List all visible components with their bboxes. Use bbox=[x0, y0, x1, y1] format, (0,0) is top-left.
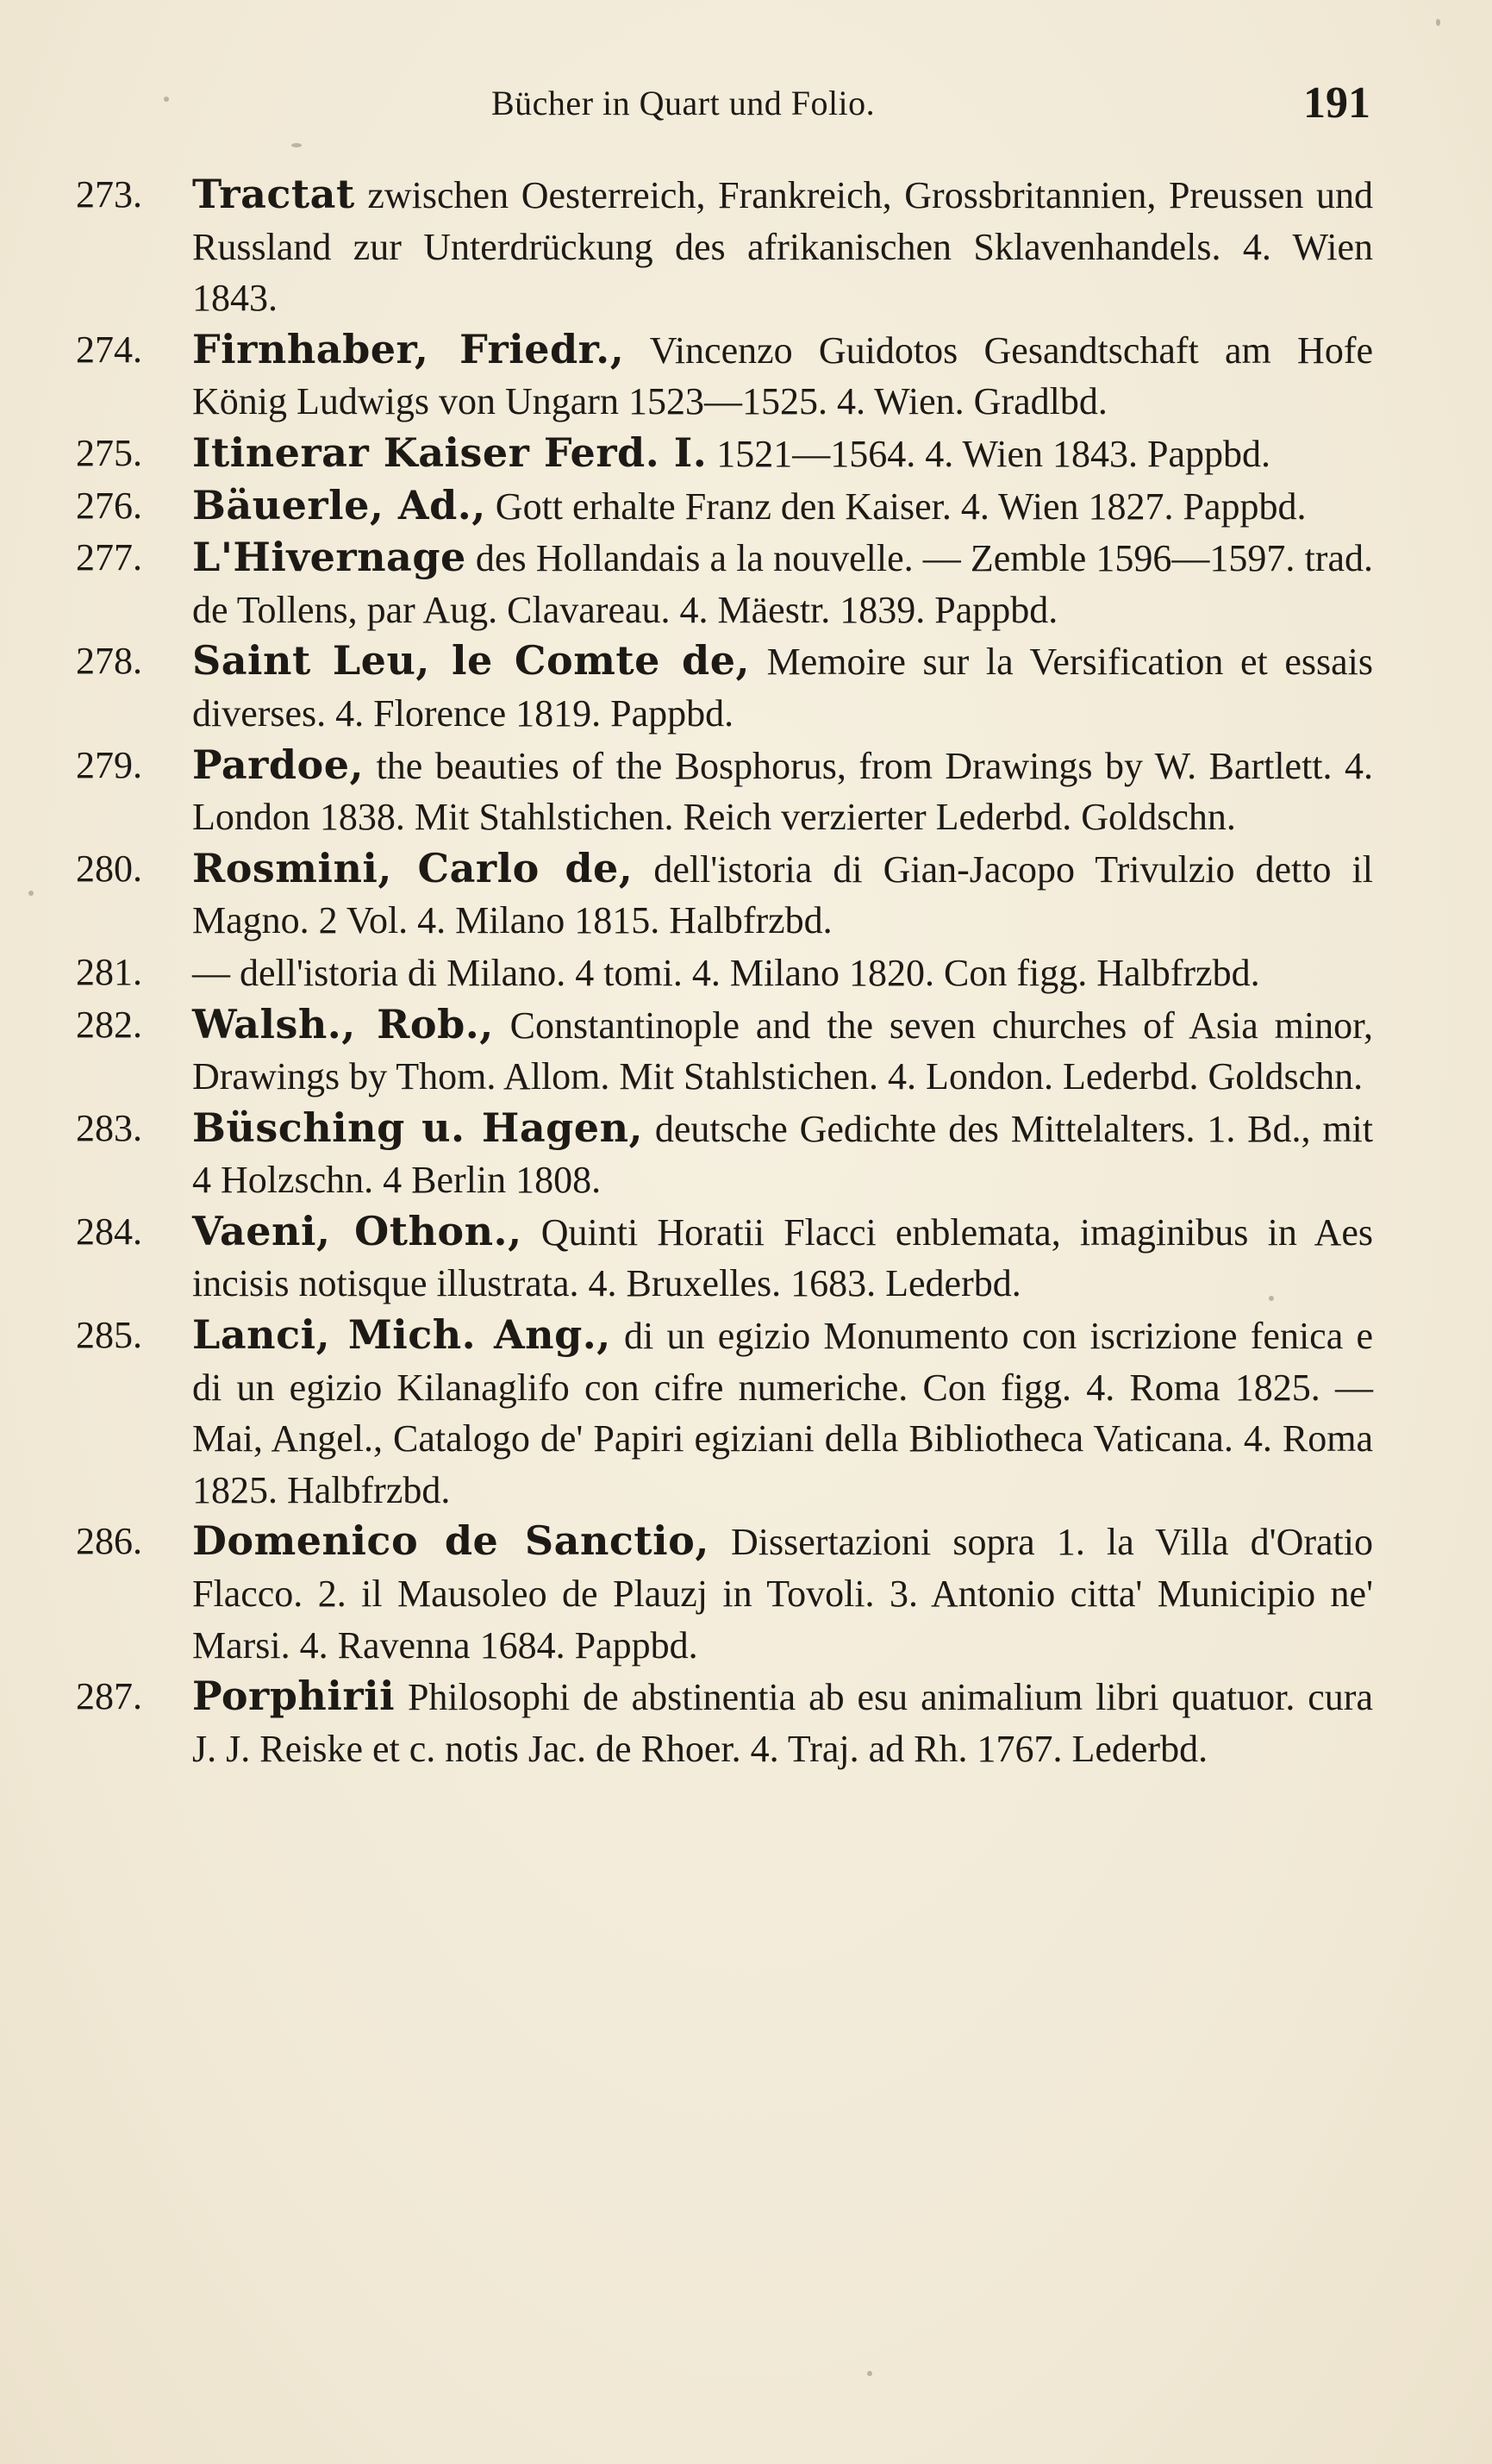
entry-number: 282. bbox=[76, 1003, 142, 1046]
entry-description: Vincenzo Guidotos Gesandtschaft am Hofe König Ludwigs von Ungarn 1523—1525. 4. Wien. Gradlbd. bbox=[192, 328, 1373, 423]
entry-number: 275. bbox=[76, 431, 142, 474]
page-number: 191 bbox=[1303, 78, 1370, 128]
paper-speck bbox=[291, 143, 302, 147]
entry-description: Philosophi de abstinentia ab esu animalium libri quatuor. cura J. J. Reiske et c. notis Jac. de Rhoer. 4. Traj. ad Rh. 1767. Lederbd. bbox=[192, 1676, 1373, 1770]
entry-title: Bäuerle, Ad., bbox=[192, 481, 486, 528]
catalog-entry-283 bbox=[76, 1103, 1373, 1206]
entry-description: Constantinople and the seven churches of Asia minor, Drawings by Thom. Allom. Mit Stahlstichen. 4. London. Lederbd. Goldschn. bbox=[192, 1004, 1373, 1098]
entry-description: deutsche Gedichte des Mittelalters. 1. Bd., mit 4 Holzschn. 4 Berlin 1808. bbox=[192, 1107, 1374, 1202]
running-title: Bücher in Quart und Folio. bbox=[491, 84, 876, 122]
entry-number: 283. bbox=[76, 1106, 142, 1149]
entry-description: Quinti Horatii Flacci enblemata, imaginibus in Aes incisis notisque illustrata. 4. Bruxelles. 1683. Lederbd. bbox=[192, 1210, 1374, 1305]
entry-description: Memoire sur la Versification et essais diverses. 4. Florence 1819. Pappbd. bbox=[192, 641, 1373, 735]
entry-description: the beauties of the Bosphorus, from Drawings by W. Bartlett. 4. London 1838. Mit Stahlstichen. Reich verzierter Lederbd. Goldschn. bbox=[192, 744, 1373, 839]
paper-speck bbox=[1436, 19, 1440, 26]
paper-speck bbox=[28, 891, 34, 896]
catalog-entry-285 bbox=[76, 1310, 1373, 1516]
entry-title: Rosmini, Carlo de, bbox=[192, 844, 634, 891]
catalog-entry-286 bbox=[76, 1516, 1373, 1671]
catalog-entry-281 bbox=[76, 947, 1373, 999]
entry-number: 284. bbox=[76, 1210, 142, 1253]
entry-title: Saint Leu, le Comte de, bbox=[192, 637, 750, 685]
catalog-entry-273 bbox=[76, 169, 1373, 324]
paper-speck bbox=[1269, 1296, 1274, 1301]
entry-description: Dissertazioni sopra 1. la Villa d'Oratio Flacco. 2. il Mausoleo de Plauzj in Tovoli. 3. Antonio citta' Municipio ne' Marsi. 4. Ravenna 1684. Pappbd. bbox=[192, 1521, 1374, 1667]
paper-speck bbox=[164, 97, 169, 102]
catalog-entry-278 bbox=[76, 635, 1373, 739]
catalog-entry-277 bbox=[76, 532, 1373, 635]
entry-number: 276. bbox=[76, 484, 142, 527]
entry-number: 278. bbox=[76, 640, 142, 683]
catalog-entry-279 bbox=[76, 740, 1373, 843]
entry-title: Vaeni, Othon., bbox=[192, 1207, 522, 1254]
entry-description: — dell'istoria di Milano. 4 tomi. 4. Milano 1820. Con figg. Halbfrzbd. bbox=[192, 951, 1260, 994]
entry-title: Firnhaber, Friedr., bbox=[192, 325, 625, 372]
entry-description: dell'istoria di Gian-Jacopo Trivulzio detto il Magno. 2 Vol. 4. Milano 1815. Halbfrzbd. bbox=[192, 847, 1374, 942]
entry-number: 286. bbox=[76, 1520, 142, 1563]
entry-number: 281. bbox=[76, 950, 142, 993]
catalog-entry-275 bbox=[76, 428, 1373, 480]
entry-description: zwischen Oesterreich, Frankreich, Grossbritannien, Preussen und Russland zur Unterdrückung des afrikanischen Sklavenhandels. 4. Wien 1843. bbox=[192, 174, 1373, 320]
paper-speck bbox=[867, 2371, 872, 2376]
entry-number: 279. bbox=[76, 743, 142, 786]
entry-description: Gott erhalte Franz den Kaiser. 4. Wien 1827. Pappbd. bbox=[485, 485, 1307, 528]
catalog-entry-287 bbox=[76, 1671, 1373, 1774]
catalog-entry-276 bbox=[76, 480, 1373, 533]
entry-title: Porphirii bbox=[192, 1673, 396, 1720]
entry-title: Walsh., Rob., bbox=[192, 1000, 494, 1048]
entry-description: di un egizio Monumento con iscrizione fenica e di un egizio Kilanaglifo con cifre numeriche. Con figg. 4. Roma 1825. — Mai, Angel., Catalogo de' Papiri egiziani della Bibliotheca Vaticana. 4. Roma 1825. Halbfrzbd. bbox=[192, 1315, 1374, 1511]
entry-title: Itinerar Kaiser Ferd. I. bbox=[192, 428, 708, 476]
catalog-entry-284 bbox=[76, 1206, 1373, 1310]
entry-title: Büsching u. Hagen, bbox=[192, 1104, 644, 1151]
entry-title: Tractat bbox=[192, 171, 355, 217]
entry-number: 273. bbox=[76, 173, 142, 216]
entry-number: 274. bbox=[76, 328, 142, 371]
entry-number: 285. bbox=[76, 1314, 142, 1357]
page-header bbox=[76, 76, 1369, 136]
catalog-entries bbox=[76, 169, 1373, 1774]
entry-title: L'Hivernage bbox=[192, 534, 466, 581]
entry-title: Lanci, Mich. Ang., bbox=[192, 1311, 611, 1359]
entry-title: Domenico de Sanctio, bbox=[192, 1517, 709, 1565]
entry-number: 280. bbox=[76, 847, 142, 890]
catalog-entry-282 bbox=[76, 999, 1373, 1103]
entry-number: 277. bbox=[76, 536, 142, 579]
entry-title: Pardoe, bbox=[192, 741, 365, 788]
entry-number: 287. bbox=[76, 1675, 142, 1718]
entry-description: 1521—1564. 4. Wien 1843. Pappbd. bbox=[707, 432, 1271, 475]
catalog-entry-274 bbox=[76, 324, 1373, 428]
entry-description: des Hollandais a la nouvelle. — Zemble 1596—1597. trad. de Tollens, par Aug. Clavareau. 4. Mäestr. 1839. Pappbd. bbox=[192, 537, 1373, 631]
catalog-entry-280 bbox=[76, 843, 1373, 947]
